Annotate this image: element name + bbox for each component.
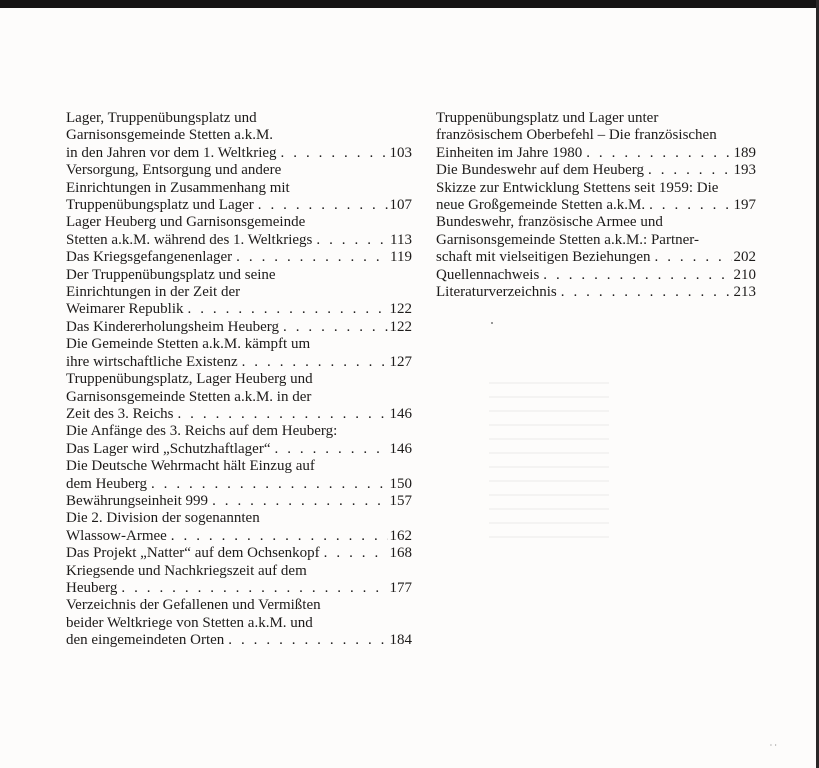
toc-entry-text: ihre wirtschaftliche Existenz	[66, 353, 238, 370]
scan-marks: · ·	[769, 741, 777, 750]
toc-entry	[66, 249, 412, 266]
toc-entry-line	[436, 232, 756, 249]
toc-entry-text: Der Truppenübungsplatz und seine	[66, 266, 276, 283]
toc-entry-text: Versorgung, Entsorgung und andere	[66, 162, 282, 179]
paper-speck	[491, 322, 493, 324]
dot-leader	[582, 145, 732, 162]
toc-entry	[66, 510, 412, 545]
toc-page-number: 162	[389, 527, 412, 544]
dot-leader	[238, 354, 388, 371]
toc-entry-line	[66, 162, 412, 179]
toc-entry-line	[436, 197, 756, 214]
toc-entry	[66, 319, 412, 336]
toc-entry-line	[436, 180, 756, 197]
toc-page-number: 150	[389, 475, 412, 492]
toc-entry-text: Das Kriegsgefangenenlager	[66, 249, 233, 266]
dot-leader	[279, 319, 388, 336]
toc-entry-line	[66, 528, 412, 545]
toc-entry-text: Heuberg	[66, 579, 118, 596]
toc-entry	[66, 563, 412, 598]
dot-leader	[271, 441, 389, 458]
toc-page-number: 193	[733, 162, 756, 179]
toc-entry-text: den eingemeindeten Orten	[66, 632, 225, 649]
toc-entry-line	[436, 110, 756, 127]
toc-entry-line	[66, 301, 412, 318]
toc-entry-line	[66, 284, 412, 301]
toc-entry-text: Literaturverzeichnis	[436, 284, 557, 301]
toc-entry-line	[66, 632, 412, 649]
dot-leader	[539, 267, 732, 284]
dot-leader	[167, 528, 388, 545]
toc-entry-text: Das Lager wird „Schutzhaftlager“	[66, 440, 271, 457]
toc-page-number: 119	[390, 249, 412, 266]
toc-page-number: 146	[389, 440, 412, 457]
toc-page-number: 184	[389, 632, 412, 649]
toc-entry-text: Stetten a.k.M. während des 1. Weltkriegs	[66, 231, 313, 248]
toc-entry-line	[66, 180, 412, 197]
toc-column-left	[66, 110, 412, 650]
toc-entry-line	[436, 214, 756, 231]
toc-entry-line	[66, 232, 412, 249]
toc-entry-line	[66, 615, 412, 632]
scan-top-border	[0, 0, 819, 8]
toc-entry-text: Die Anfänge des 3. Reichs auf dem Heuberg:	[66, 423, 338, 440]
toc-entry-text: Die 2. Division der sogenannten	[66, 510, 260, 527]
show-through-text	[489, 370, 609, 600]
toc-entry-line	[66, 197, 412, 214]
toc-entry-text: Kriegsende und Nachkriegszeit auf dem	[66, 562, 307, 579]
toc-entry-text: Weimarer Republik	[66, 301, 184, 318]
dot-leader	[232, 249, 388, 266]
toc-entry-text: Einheiten im Jahre 1980	[436, 144, 583, 161]
toc-page-number: 122	[389, 318, 412, 335]
toc-entry-text: Skizze zur Entwicklung Stettens seit 1959: Die	[436, 179, 719, 196]
toc-page-number: 103	[389, 144, 412, 161]
toc-entry-line	[436, 249, 756, 266]
toc-page-number: 146	[389, 405, 412, 422]
toc-entry-text: Die Deutsche Wehrmacht hält Einzug auf	[66, 458, 315, 475]
toc-page-number: 202	[733, 249, 756, 266]
toc-entry-text: Garnisonsgemeinde Stetten a.k.M. in der	[66, 388, 312, 405]
dot-leader	[254, 197, 388, 214]
dot-leader	[117, 580, 388, 597]
toc-entry	[66, 267, 412, 319]
toc-entry-line	[66, 354, 412, 371]
toc-page-number: 177	[389, 579, 412, 596]
toc-page-number: 189	[733, 144, 756, 161]
dot-leader	[208, 493, 388, 510]
toc-entry	[436, 214, 756, 266]
toc-entry-line	[66, 580, 412, 597]
toc-page-number: 113	[390, 231, 412, 248]
toc-entry-line	[66, 319, 412, 336]
toc-entry-text: in den Jahren vor dem 1. Weltkrieg	[66, 144, 277, 161]
toc-entry-text: beider Weltkriege von Stetten a.k.M. und	[66, 614, 313, 631]
dot-leader	[320, 545, 388, 562]
toc-page-number: 210	[733, 266, 756, 283]
toc-entry	[436, 110, 756, 162]
toc-page-number: 168	[389, 545, 412, 562]
toc-entry-line	[66, 458, 412, 475]
toc-entry-text: Bundeswehr, französische Armee und	[436, 214, 663, 231]
toc-entry-line	[66, 371, 412, 388]
dot-leader	[312, 232, 388, 249]
toc-entry-line	[66, 441, 412, 458]
toc-column-right	[436, 110, 756, 301]
toc-entry-text: Truppenübungsplatz und Lager unter	[436, 110, 659, 126]
toc-entry-line	[66, 145, 412, 162]
toc-entry-text: Garnisonsgemeinde Stetten a.k.M.	[66, 127, 274, 144]
toc-entry-text: Zeit des 3. Reichs	[66, 405, 174, 422]
toc-entry-line	[66, 493, 412, 510]
toc-entry-text: Lager, Truppenübungsplatz und	[66, 110, 257, 126]
toc-entry	[66, 458, 412, 493]
toc-entry-text: neue Großgemeinde Stetten a.k.M.	[436, 197, 646, 214]
toc-entry	[436, 162, 756, 179]
toc-entry-text: Bewährungseinheit 999	[66, 492, 209, 509]
toc-entry	[66, 597, 412, 649]
toc-entry-text: Das Kindererholungsheim Heuberg	[66, 318, 280, 335]
toc-entry	[66, 423, 412, 458]
toc-page-number: 107	[389, 197, 412, 214]
dot-leader	[147, 476, 388, 493]
toc-entry-line	[66, 423, 412, 440]
dot-leader	[651, 249, 732, 266]
toc-entry-line	[66, 249, 412, 266]
toc-entry	[66, 371, 412, 423]
toc-page-number: 213	[733, 284, 756, 301]
dot-leader	[645, 197, 732, 214]
toc-entry	[66, 336, 412, 371]
toc-entry	[436, 267, 756, 284]
toc-entry	[66, 214, 412, 249]
toc-entry-text: Wlassow-Armee	[66, 527, 167, 544]
toc-entry	[66, 110, 412, 162]
toc-page-number: 197	[733, 197, 756, 214]
toc-page-number: 157	[389, 492, 412, 509]
dot-leader	[173, 406, 388, 423]
toc-entry-line	[436, 127, 756, 144]
toc-entry-text: Truppenübungsplatz und Lager	[66, 197, 254, 214]
toc-page-number: 122	[389, 301, 412, 318]
toc-entry-line	[66, 545, 412, 562]
toc-entry-text: Lager Heuberg und Garnisonsgemeinde	[66, 214, 306, 231]
toc-entry	[436, 180, 756, 215]
toc-entry	[66, 545, 412, 562]
dot-leader	[277, 145, 388, 162]
toc-entry	[66, 162, 412, 214]
toc-entry-text: Einrichtungen in Zusammenhang mit	[66, 179, 290, 196]
toc-entry-text: Garnisonsgemeinde Stetten a.k.M.: Partner-	[436, 231, 699, 248]
toc-entry-line	[436, 284, 756, 301]
toc-entry-text: Quellennachweis	[436, 266, 540, 283]
toc-page-number: 127	[389, 353, 412, 370]
toc-entry-line	[66, 336, 412, 353]
toc-entry-text: Einrichtungen in der Zeit der	[66, 284, 241, 301]
toc-entry-text: Die Gemeinde Stetten a.k.M. kämpft um	[66, 336, 311, 353]
dot-leader	[557, 284, 732, 301]
toc-entry-line	[66, 510, 412, 527]
toc-entry-line	[66, 267, 412, 284]
toc-entry-text: französischem Oberbefehl – Die französischen	[436, 127, 717, 144]
toc-entry-line	[436, 145, 756, 162]
toc-entry-text: Das Projekt „Natter“ auf dem Ochsenkopf	[66, 545, 320, 562]
toc-entry-line	[66, 406, 412, 423]
toc-entry-line	[66, 476, 412, 493]
toc-entry-line	[436, 267, 756, 284]
toc-entry	[436, 284, 756, 301]
dot-leader	[184, 301, 388, 318]
toc-entry-text: Verzeichnis der Gefallenen und Vermißten	[66, 597, 321, 614]
toc-entry-line	[436, 162, 756, 179]
toc-entry-line	[66, 214, 412, 231]
toc-entry-text: Die Bundeswehr auf dem Heuberg	[436, 162, 644, 179]
toc-entry-line	[66, 563, 412, 580]
toc-entry-text: Truppenübungsplatz, Lager Heuberg und	[66, 371, 313, 388]
toc-entry-text: schaft mit vielseitigen Beziehungen	[436, 249, 651, 266]
dot-leader	[224, 632, 388, 649]
dot-leader	[644, 162, 732, 179]
toc-entry-line	[66, 127, 412, 144]
toc-entry-line	[66, 597, 412, 614]
toc-entry-line	[66, 110, 412, 127]
toc-entry-text: dem Heuberg	[66, 475, 147, 492]
toc-entry	[66, 493, 412, 510]
toc-entry-line	[66, 389, 412, 406]
